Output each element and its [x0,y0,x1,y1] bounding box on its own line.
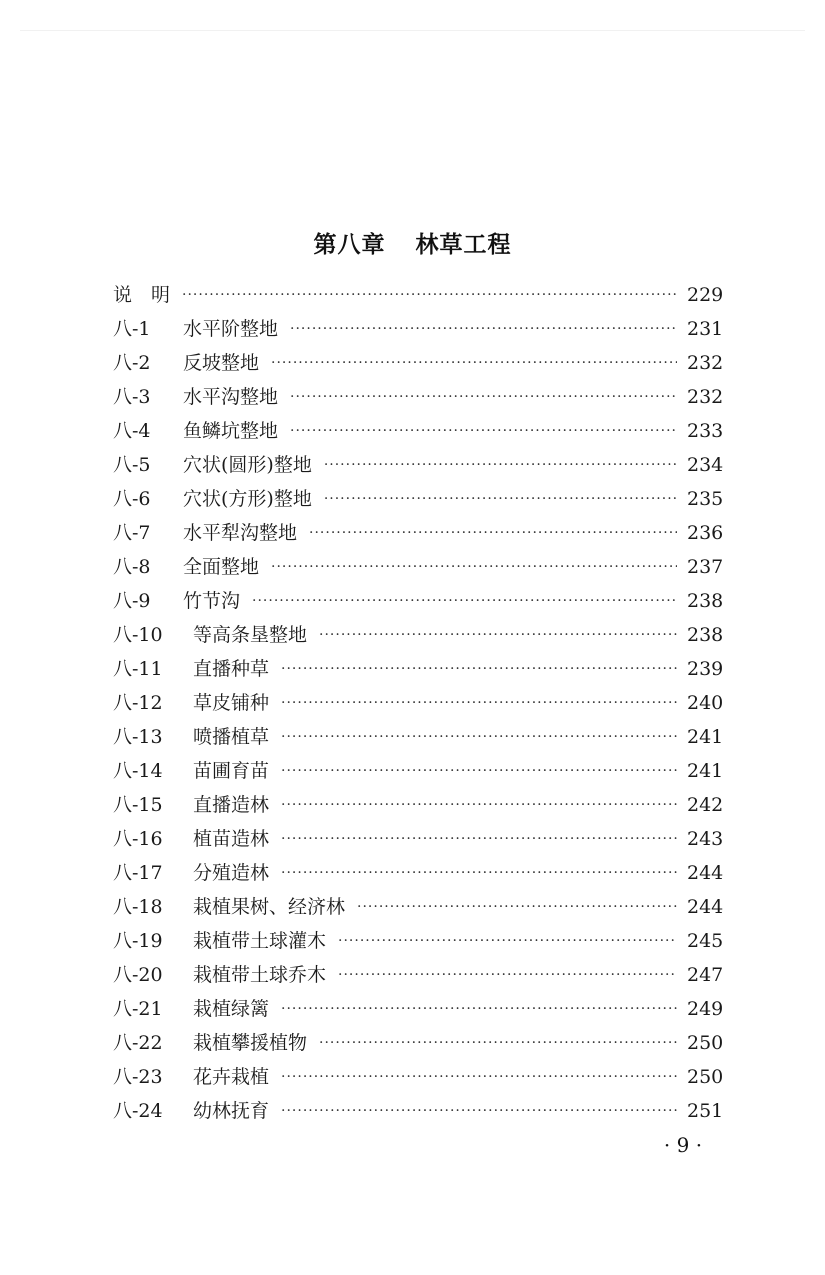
toc-entry-page: 235 [687,488,724,510]
toc-entry-page: 247 [687,964,724,986]
toc-entry-number: 八-20 [113,964,163,986]
chapter-title [0,226,825,259]
toc-entry-number: 八-12 [113,692,163,714]
toc-entry-number: 八-15 [113,794,163,816]
toc-entry [113,448,723,482]
toc-dot-leader [338,958,677,992]
toc-entry-title: 穴状(圆形)整地 [183,454,312,476]
toc-dot-leader [290,312,677,346]
toc-entry-title: 栽植带土球乔木 [193,964,327,986]
toc-entry-number: 八-7 [113,522,151,544]
toc-entry-page: 237 [687,556,724,578]
toc-entry-title: 分殖造林 [193,862,270,884]
toc-entry-page: 249 [687,998,724,1020]
toc-entry [113,278,723,312]
toc-entry-title: 穴状(方形)整地 [183,488,312,510]
scan-edge-line [20,30,805,31]
toc-dot-leader [281,1060,677,1094]
toc-entry [113,686,723,720]
toc-dot-leader [271,550,677,584]
toc-entry-title: 水平阶整地 [183,318,279,340]
toc-entry-page: 243 [687,828,724,850]
toc-entry-title: 等高条垦整地 [193,624,308,646]
toc-entry-number: 八-6 [113,488,151,510]
toc-dot-leader [319,1026,677,1060]
toc-entry-page: 229 [687,284,724,306]
toc-entry-title: 栽植攀援植物 [193,1032,308,1054]
toc-dot-leader [319,618,677,652]
toc-entry [113,482,723,516]
toc-dot-leader [281,1094,677,1128]
toc-entry-page: 239 [687,658,724,680]
toc-dot-leader [357,890,677,924]
toc-entry-number: 八-16 [113,828,163,850]
toc-entry-page: 241 [687,726,724,748]
toc-entry-page: 236 [687,522,724,544]
toc-entry-number: 八-11 [113,658,163,680]
toc-entry-page: 232 [687,386,724,408]
toc-entry-page: 234 [687,454,724,476]
toc-entry [113,754,723,788]
toc-entry-number: 八-17 [113,862,163,884]
toc-entry-title: 直播种草 [193,658,270,680]
toc-dot-leader [281,652,677,686]
toc-entry-title: 鱼鳞坑整地 [183,420,279,442]
toc-entry-title: 全面整地 [183,556,260,578]
toc-dot-leader [281,856,677,890]
toc-entry-title: 直播造林 [193,794,270,816]
toc-entry-page: 238 [687,624,724,646]
toc-entry-title: 栽植果树、经济林 [193,896,346,918]
toc-entry-number: 八-2 [113,352,151,374]
toc-entry-number: 八-9 [113,590,151,612]
toc-entry [113,856,723,890]
toc-entry-page: 244 [687,862,724,884]
toc-entry-page: 233 [687,420,724,442]
toc-entry [113,380,723,414]
toc-entry-number: 八-3 [113,386,151,408]
toc-entry-number: 八-14 [113,760,163,782]
toc-entry-number: 八-5 [113,454,151,476]
toc-entry-page: 240 [687,692,724,714]
toc-entry-title: 喷播植草 [193,726,270,748]
toc-entry-number: 八-4 [113,420,151,442]
toc-dot-leader [271,346,677,380]
toc-entry-title: 植苗造林 [193,828,270,850]
toc-entry-title: 幼林抚育 [193,1100,270,1122]
toc-entry-title: 反坡整地 [183,352,260,374]
toc-entry-title: 水平犁沟整地 [183,522,298,544]
toc-entry-title: 说 明 [113,284,171,306]
toc-dot-leader [281,788,677,822]
toc-entry [113,1026,723,1060]
toc-entry [113,958,723,992]
toc-entry [113,584,723,618]
toc-entry [113,788,723,822]
toc-dot-leader [281,992,677,1026]
toc-entry [113,414,723,448]
toc-entry-number: 八-13 [113,726,163,748]
toc-entry [113,312,723,346]
toc-entry-title: 栽植带土球灌木 [193,930,327,952]
page-number: · 9 · [663,1133,703,1157]
toc-entry-page: 238 [687,590,724,612]
toc-entry [113,652,723,686]
toc-dot-leader [290,380,677,414]
toc-dot-leader [338,924,677,958]
toc-entry-page: 251 [687,1100,724,1122]
toc-dot-leader [281,686,677,720]
toc-entry [113,1094,723,1128]
toc-dot-leader [290,414,677,448]
toc-entry [113,346,723,380]
toc-entry-title: 水平沟整地 [183,386,279,408]
toc-dot-leader [281,720,677,754]
toc-entry [113,1060,723,1094]
toc-dot-leader [309,516,677,550]
toc-entry-page: 244 [687,896,724,918]
toc-entry-number: 八-18 [113,896,163,918]
toc-entry-title: 竹节沟 [183,590,241,612]
toc-entry [113,618,723,652]
toc-entry [113,516,723,550]
toc-entry [113,720,723,754]
toc-entry-page: 250 [687,1032,724,1054]
toc-dot-leader [324,482,677,516]
toc-entry-number: 八-19 [113,930,163,952]
toc-entry [113,924,723,958]
toc-entry-page: 245 [687,930,724,952]
toc-entry-number: 八-24 [113,1100,163,1122]
toc-entry-title: 草皮铺种 [193,692,270,714]
toc-entry [113,890,723,924]
chapter-number: 第八章 [313,232,386,258]
toc-dot-leader [252,584,677,618]
toc-dot-leader [281,754,677,788]
toc-entry-number: 八-8 [113,556,151,578]
toc-entry [113,992,723,1026]
toc-entry-title: 苗圃育苗 [193,760,270,782]
table-of-contents [113,278,723,1128]
toc-entry-number: 八-10 [113,624,163,646]
toc-dot-leader [281,822,677,856]
toc-entry-page: 232 [687,352,724,374]
toc-dot-leader [182,278,677,312]
toc-entry [113,550,723,584]
toc-entry-page: 231 [687,318,724,340]
toc-entry-page: 250 [687,1066,724,1088]
chapter-name: 林草工程 [415,232,512,258]
toc-entry-number: 八-23 [113,1066,163,1088]
toc-dot-leader [324,448,677,482]
toc-entry-number: 八-22 [113,1032,163,1054]
toc-entry-page: 242 [687,794,724,816]
toc-entry-title: 花卉栽植 [193,1066,270,1088]
toc-entry-number: 八-21 [113,998,163,1020]
toc-entry-title: 栽植绿篱 [193,998,270,1020]
toc-entry-page: 241 [687,760,724,782]
toc-entry-number: 八-1 [113,318,151,340]
toc-entry [113,822,723,856]
